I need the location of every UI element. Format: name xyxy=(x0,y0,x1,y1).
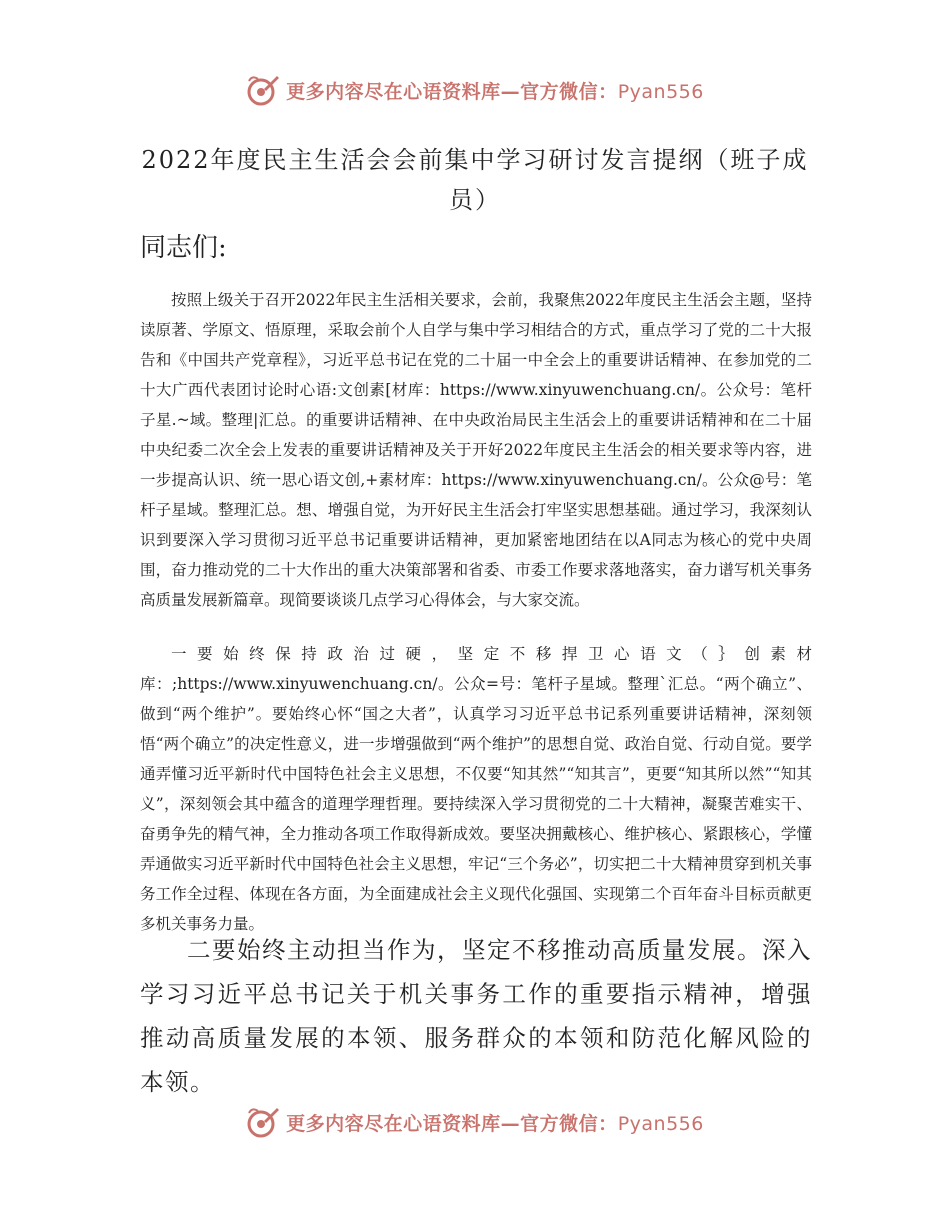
paragraph-point-one: 一要始终保持政治过硬，坚定不移捍卫心语文（｝创素材库：;https://www.xinyuwenchuang.cn/。公众=号：笔杆子星域。整理`汇总。“两个确立”、做到“两个维护”。要始终心怀“国之大者”，认真学习习近平总书记系列重要讲话精神，深刻领悟“两个确立”的决定性意义，进一步增强做到“两个维护”的思想自觉、政治自觉、行动自觉。要学通弄懂习近平新时代中国特色社会主义思想，不仅要“知其然”“知其言”，更要“知其所以然”“知其义”，深刻领会其中蕴含的道理学理哲理。要持续深入学习贯彻党的二十大精神，凝聚苦难实干、奋勇争先的精气神，全力推动各项工作取得新成效。要坚决拥戴核心、维护核心、紧跟核心，学懂弄通做实习近平新时代中国特色社会主义思想，牢记“三个务必”，切实把二十大精神贯穿到机关事务工作全过程、体现在各方面，为全面建成社会主义现代化强国、实现第二个百年奋斗目标贡献更多机关事务力量。 xyxy=(140,645,812,933)
header-banner-dash: — xyxy=(500,80,521,103)
footer-banner-wechat-label: 官方微信： xyxy=(520,1112,618,1135)
paragraph-intro: 按照上级关于召开2022年民主生活相关要求，会前，我聚焦2022年度民主生活会主题，坚持读原著、学原文、悟原理，采取会前个人自学与集中学习相结合的方式，重点学习了党的二十大报告和《中国共产党章程》，习近平总书记在党的二十届一中全会上的重要讲话精神、在参加党的二十大广西代表团讨论时心语:文创素[材库：https://www.xinyuwenchuang.cn/。公众号：笔杆子星.~域。整理|汇总。的重要讲话精神、在中央政治局民主生活会上的重要讲话精神和在二十届中央纪委二次全会上发表的重要讲话精神及关于开好2022年度民主生活会的相关要求等内容，进一步提高认识、统一思心语文创,+素材库：https://www.xinyuwenchuang.cn/。公众@号：笔杆子星域。整理汇总。想、增强自觉，为开好民主生活会打牢坚实思想基础。通过学习，我深刻认识到要深入学习贯彻习近平总书记重要讲话精神，更加紧密地团结在以A同志为核心的党中央周围，奋力推动党的二十大作出的重大决策部署和省委、市委工作要求落地落实，奋力谱写机关事务高质量发展新篇章。现简要谈谈几点学习心得体会，与大家交流。 xyxy=(140,291,812,609)
header-banner-text xyxy=(286,77,704,104)
footer-banner xyxy=(0,1102,950,1142)
header-banner-wechat-label: 官方微信： xyxy=(520,80,618,103)
footer-banner-wechat-id: Pyan556 xyxy=(617,1112,704,1135)
paragraph-point-two: 二要始终主动担当作为，坚定不移推动高质量发展。深入学习习近平总书记关于机关事务工作的重要指示精神，增强推动高质量发展的本领、服务群众的本领和防范化解风险的本领。 xyxy=(140,936,812,1096)
header-banner-main: 更多内容尽在心语资料库 xyxy=(286,80,501,103)
footer-banner-dash: — xyxy=(500,1112,521,1135)
header-banner xyxy=(0,70,950,110)
pen-logo-icon xyxy=(246,73,280,107)
pen-logo-icon xyxy=(246,1105,280,1139)
footer-banner-main: 更多内容尽在心语资料库 xyxy=(286,1112,501,1135)
header-banner-wechat-id: Pyan556 xyxy=(617,80,704,103)
greeting: 同志们: xyxy=(140,233,227,263)
document-title: 2022年度民主生活会会前集中学习研讨发言提纲（班子成员） xyxy=(141,146,809,214)
footer-banner-text xyxy=(286,1109,704,1136)
